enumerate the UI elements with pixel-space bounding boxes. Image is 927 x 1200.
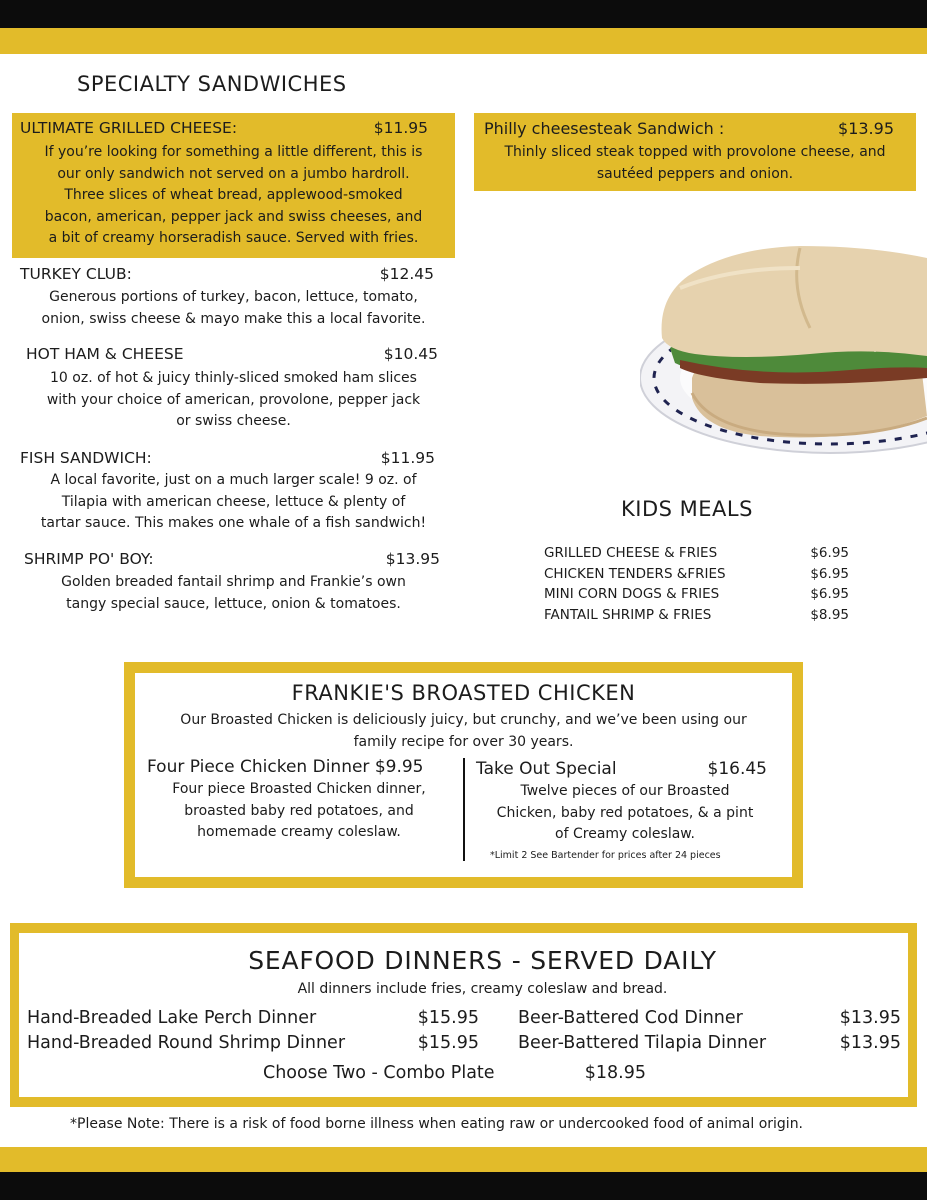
kids-item <box>544 566 849 587</box>
item-price: $11.95 <box>380 449 435 467</box>
item-price: $13.95 <box>385 550 440 568</box>
item-price: $11.95 <box>373 119 428 137</box>
top-black-band <box>0 0 927 28</box>
menu-item-turkey-club <box>20 265 434 287</box>
item-name: TURKEY CLUB: <box>20 265 132 283</box>
item-name: ULTIMATE GRILLED CHEESE: <box>20 119 238 137</box>
seafood-item <box>518 1033 901 1057</box>
bottom-black-band <box>0 1172 927 1200</box>
item-price: $8.95 <box>810 607 849 623</box>
menu-item-hot-ham-cheese <box>26 345 438 367</box>
kids-item <box>544 607 849 628</box>
item-description: If you’re looking for something a little different, this is our only sandwich not served on a jumbo hardroll. Three slices of wheat bread, applewood-smoked bacon, american, pepper jack and swiss cheeses, and a bit of creamy horseradish sauce. Served with fries. <box>44 144 423 246</box>
take-out-description: Twelve pieces of our Broasted Chicken, baby red potatoes, & a pint of Creamy coleslaw. <box>496 783 754 842</box>
item-price: $12.45 <box>379 265 434 283</box>
item-price: $10.45 <box>383 345 438 363</box>
kids-meals-title: KIDS MEALS <box>621 497 753 521</box>
item-name: FANTAIL SHRIMP & FRIES <box>544 607 712 623</box>
item-price: $15.95 <box>417 1008 479 1028</box>
item-name: Beer-Battered Tilapia Dinner <box>518 1033 767 1053</box>
item-description: A local favorite, just on a much larger scale! 9 oz. of Tilapia with american cheese, lettuce & plenty of tartar sauce. This makes one whale of a fish sandwich! <box>40 472 427 531</box>
food-safety-disclaimer: *Please Note: There is a risk of food borne illness when eating raw or undercooked food of animal origin. <box>70 1116 804 1132</box>
chicken-title: FRANKIE'S BROASTED CHICKEN <box>291 681 636 705</box>
item-description: Golden breaded fantail shrimp and Frankie’s own tangy special sauce, lettuce, onion & tomatoes. <box>61 574 406 612</box>
four-piece-description: Four piece Broasted Chicken dinner, broasted baby red potatoes, and homemade creamy coleslaw. <box>172 781 426 840</box>
item-price: $9.95 <box>374 757 424 777</box>
item-description: Generous portions of turkey, bacon, lettuce, tomato, onion, swiss cheese & mayo make this a local favorite. <box>41 289 426 327</box>
seafood-item <box>27 1033 479 1057</box>
chicken-intro: Our Broasted Chicken is deliciously juicy, but crunchy, and we’ve been using our family recipe for over 30 years. <box>180 712 747 750</box>
item-name: GRILLED CHEESE & FRIES <box>544 545 718 561</box>
take-out-note: *Limit 2 See Bartender for prices after 24 pieces <box>490 850 721 861</box>
bottom-gold-band <box>0 1147 927 1172</box>
item-name: Choose Two - Combo Plate <box>263 1063 495 1083</box>
seafood-combo <box>263 1063 646 1087</box>
four-piece-dinner-heading <box>147 757 424 777</box>
item-price: $13.95 <box>839 1033 901 1053</box>
item-price: $16.45 <box>707 759 767 779</box>
item-price: $13.95 <box>839 1008 901 1028</box>
item-name: Philly cheesesteak Sandwich : <box>484 119 725 138</box>
seafood-subtitle: All dinners include fries, creamy coleslaw and bread. <box>297 981 668 997</box>
sandwich-photo <box>640 228 927 456</box>
item-price: $13.95 <box>838 119 894 138</box>
seafood-title: SEAFOOD DINNERS - SERVED DAILY <box>248 946 717 975</box>
take-out-special-heading <box>476 759 767 781</box>
seafood-item <box>518 1008 901 1032</box>
kids-item <box>544 586 849 607</box>
item-name: CHICKEN TENDERS &FRIES <box>544 566 726 582</box>
top-gold-band <box>0 28 927 54</box>
menu-item-fish-sandwich <box>20 449 435 471</box>
item-price: $6.95 <box>810 566 849 582</box>
menu-item-shrimp-po-boy <box>24 550 440 572</box>
seafood-item <box>27 1008 479 1032</box>
item-name: Four Piece Chicken Dinner <box>147 757 370 777</box>
item-name: MINI CORN DOGS & FRIES <box>544 586 720 602</box>
item-price: $18.95 <box>584 1063 646 1083</box>
item-price: $15.95 <box>417 1033 479 1053</box>
item-name: Hand-Breaded Lake Perch Dinner <box>27 1008 317 1028</box>
menu-item-ultimate-grilled-cheese <box>20 119 428 141</box>
item-name: FISH SANDWICH: <box>20 449 152 467</box>
menu-item-philly-cheesesteak <box>484 119 894 141</box>
item-name: HOT HAM & CHEESE <box>26 345 184 363</box>
item-name: Take Out Special <box>476 759 617 779</box>
kids-item <box>544 545 849 566</box>
chicken-divider <box>463 758 465 861</box>
item-name: Beer-Battered Cod Dinner <box>518 1008 743 1028</box>
item-name: Hand-Breaded Round Shrimp Dinner <box>27 1033 346 1053</box>
item-description: Thinly sliced steak topped with provolone cheese, and sautéed peppers and onion. <box>504 144 886 182</box>
specialty-title: SPECIALTY SANDWICHES <box>77 72 347 96</box>
item-description: 10 oz. of hot & juicy thinly-sliced smoked ham slices with your choice of american, provolone, pepper jack or swiss cheese. <box>46 370 421 429</box>
item-name: SHRIMP PO' BOY: <box>24 550 154 568</box>
item-price: $6.95 <box>810 545 849 561</box>
item-price: $6.95 <box>810 586 849 602</box>
